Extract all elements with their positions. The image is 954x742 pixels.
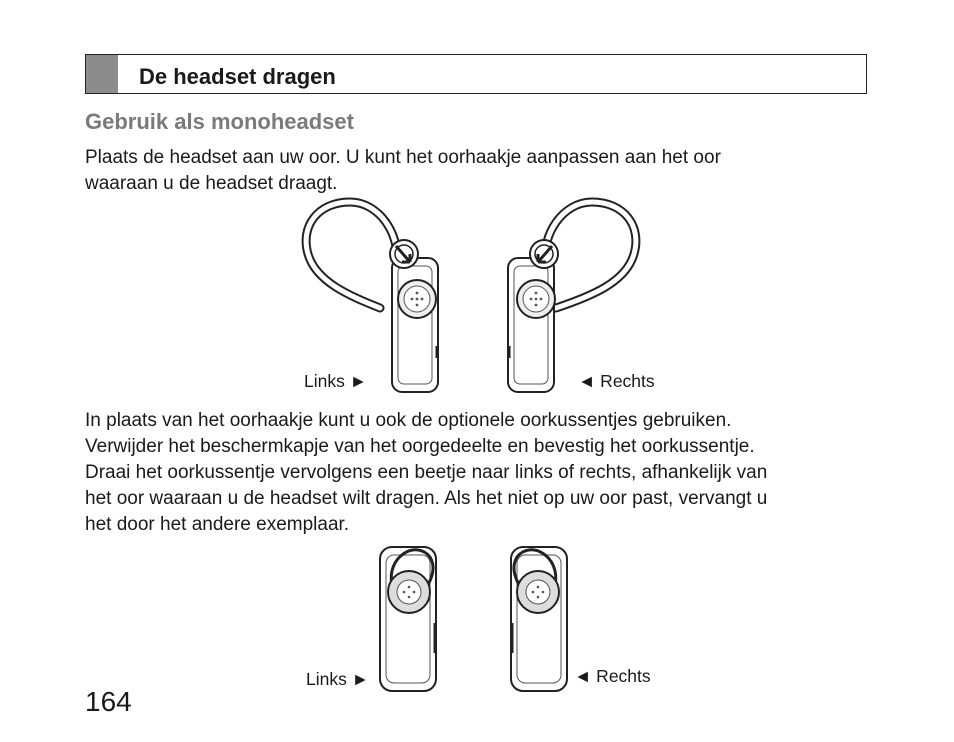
intro-line: Plaats de headset aan uw oor. U kunt het oorhaakje aanpassen aan het oor [85,147,721,168]
body-line: Draai het oorkussentje vervolgens een beetje naar links of rechts, afhankelijk van [85,462,768,483]
page-title: De headset dragen [139,64,336,89]
intro-line: waaraan u de headset draagt. [85,173,338,194]
headset-hook-left-illustration [300,196,450,396]
headset-hook-right-illustration [506,196,666,396]
body-line: het door het andere exemplaar. [85,514,350,535]
headset-cushion-right-illustration [507,543,577,695]
headset-cushion-left-illustration [376,543,446,695]
hook-right-label: ◄ Rechts [578,371,655,391]
intro-paragraph [85,145,865,197]
cushion-left-label: Links ► [306,669,370,689]
section-subtitle: Gebruik als monoheadset [85,109,354,134]
body-line: In plaats van het oorhaakje kunt u ook de optionele oorkussentjes gebruiken. [85,410,732,431]
body-line: het oor waaraan u de headset wilt dragen. Als het niet op uw oor past, vervangt u [85,488,768,509]
body-line: Verwijder het beschermkapje van het oorgedeelte en bevestig het oorkussentje. [85,436,755,457]
hook-left-label: Links ► [304,371,368,391]
cushion-paragraph [85,408,865,538]
cushion-right-label: ◄ Rechts [574,666,651,686]
section-header [85,54,867,94]
header-tab-marker [86,55,118,93]
page-number: 164 [85,686,132,717]
